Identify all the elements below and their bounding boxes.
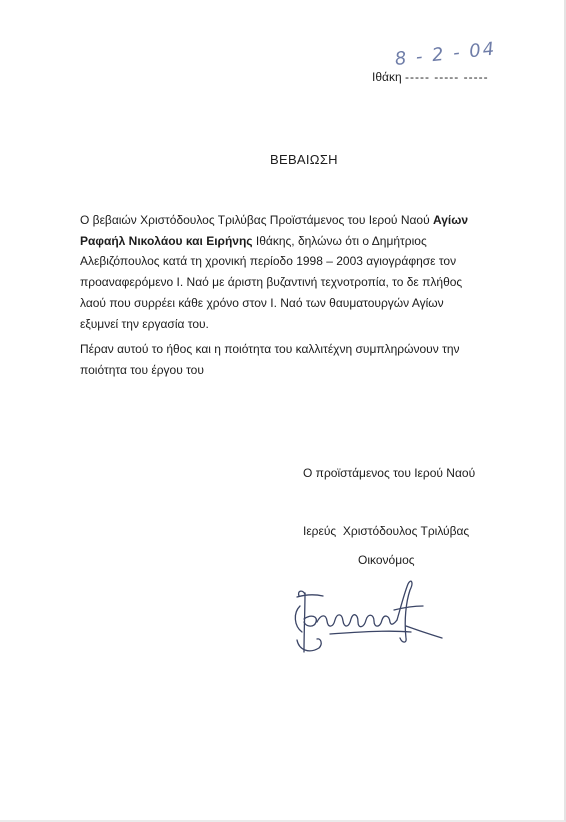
place-name: Ιθάκη xyxy=(372,70,402,84)
body-paragraph-1 xyxy=(80,210,468,334)
line-text: Ιθάκης, δηλώνω ότι ο Δημήτριος xyxy=(255,233,427,248)
church-name-bold: Αγίων xyxy=(433,213,469,227)
signature-stroke xyxy=(317,615,397,627)
paragraph-line: προαναφερόμενο Ι. Ναό με άριστη βυζαντινή τεχνοτροπία, το δε πλήθος xyxy=(80,275,463,290)
signature-stroke xyxy=(295,606,302,632)
place-date-line xyxy=(372,69,489,85)
signature-stroke xyxy=(304,616,316,626)
handwritten-signature-icon xyxy=(290,576,450,660)
paragraph-line: Πέραν αυτού το ήθος και η ποιότητα του καλλιτέχνη συμπληρώνουν την xyxy=(80,342,460,356)
signature-stroke xyxy=(297,639,321,651)
date-blanks: ----- ----- ----- xyxy=(404,70,489,84)
paragraph-line: εξυμνεί την εργασία του. xyxy=(80,316,209,331)
paragraph-line: ποιότητα του έργου του xyxy=(80,362,204,377)
signature-stroke xyxy=(297,595,323,597)
church-name-bold: Ραφαήλ Νικολάου και Ειρήνης xyxy=(80,233,253,248)
paragraph-line: Αλεβιζόπουλος κατά τη χρονική περίοδο 1998 – 2003 αγιογράφησε τον xyxy=(80,254,457,269)
handwritten-date: 8 - 2 - 04 xyxy=(393,38,498,70)
paragraph-line xyxy=(80,210,468,231)
line-text: Ο βεβαιών Χριστόδουλος Τριλύβας Προϊστάμενος του Ιερού Ναού xyxy=(80,213,430,227)
paragraph-line: λαού που συρρέει κάθε χρόνο στον Ι. Ναό των θαυματουργών Αγίων xyxy=(80,295,444,310)
paragraph-line xyxy=(80,231,468,252)
signatory-title: Οικονόμος xyxy=(358,553,415,567)
signatory-role: Ο προϊστάμενος του Ιερού Ναού xyxy=(303,466,476,480)
signature-stroke xyxy=(394,606,423,610)
signature-stroke xyxy=(330,631,411,634)
signatory-name: Ιερεύς Χριστόδουλος Τριλύβας xyxy=(303,524,470,538)
document-title: ΒΕΒΑΙΩΣΗ xyxy=(270,152,338,167)
body-paragraph-2 xyxy=(80,339,460,380)
signature-stroke xyxy=(397,581,412,642)
